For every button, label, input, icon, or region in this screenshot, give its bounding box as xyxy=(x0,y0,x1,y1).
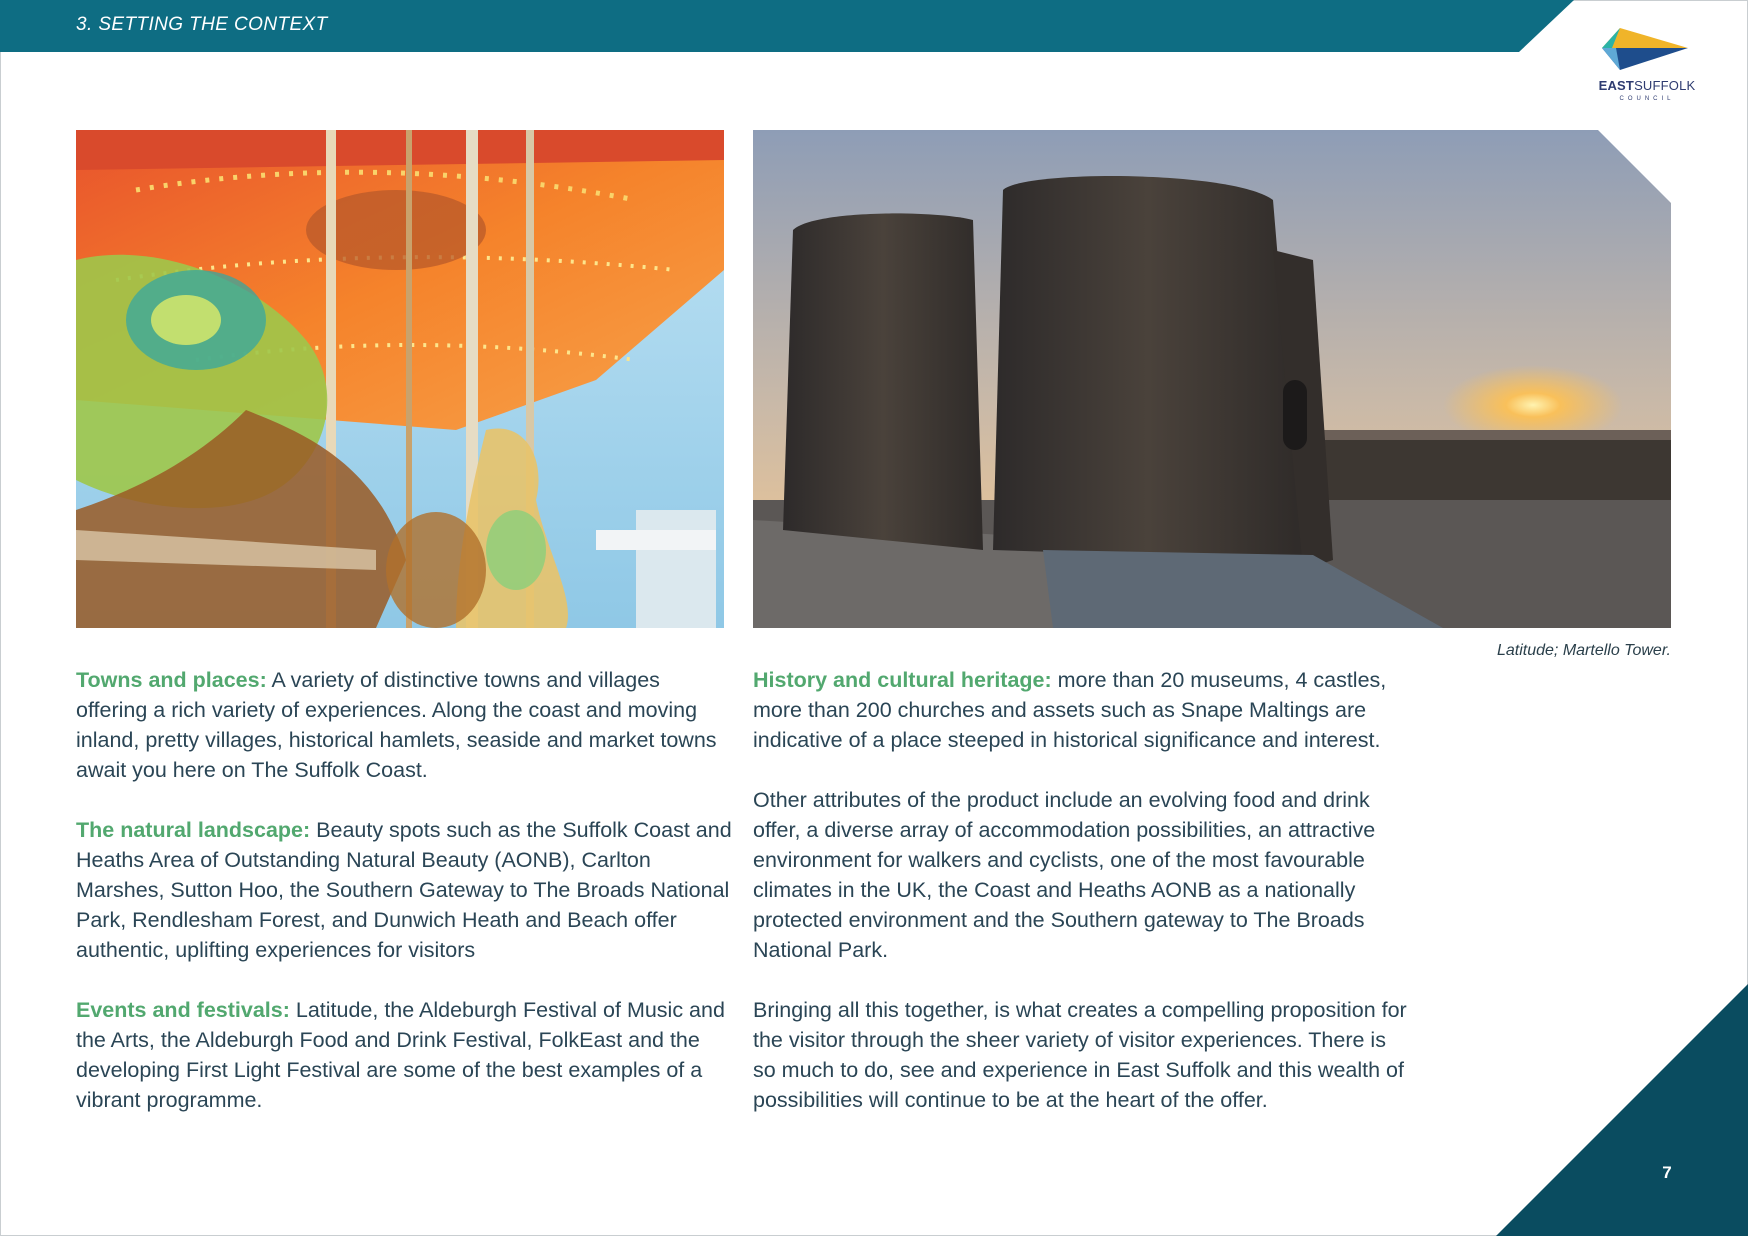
history-heritage-text: more than 20 museums, 4 castles, more than 200 churches and assets such as Snape Maltings are indicative of a place steeped in historical significance and interest. xyxy=(753,668,1387,752)
other-attributes-paragraph: Other attributes of the product include an evolving food and drink offer, a diverse array of accommodation possibilities, an attractive environment for walkers and cyclists, one of the most favourable climates in the UK, the Coast and Heaths AONB as a nationally protected environment and the Southern gateway to The Broads National Park. xyxy=(753,788,1376,962)
logo-word-suffolk: SUFFOLK xyxy=(1634,78,1696,93)
logo-word-east: EAST xyxy=(1598,78,1635,93)
section-title: 3. SETTING THE CONTEXT xyxy=(76,14,328,35)
left-text-column xyxy=(76,665,736,1145)
events-festivals-paragraph xyxy=(76,995,736,1115)
history-heritage-paragraph xyxy=(753,665,1413,755)
towns-and-places-heading: Towns and places: xyxy=(76,668,267,692)
events-festivals-heading: Events and festivals: xyxy=(76,998,290,1022)
photo-caption: Latitude; Martello Tower. xyxy=(1496,642,1671,659)
logo-wordmark xyxy=(1592,78,1702,93)
east-suffolk-logo xyxy=(1592,26,1702,106)
martello-tower-photo xyxy=(753,130,1671,628)
events-festivals-text: Latitude, the Aldeburgh Festival of Music and the Arts, the Aldeburgh Food and Drink Festival, FolkEast and the developing First Light Festival are some of the best examples of a vibrant programme. xyxy=(76,998,725,1112)
carousel-photo xyxy=(76,130,724,628)
history-heritage-heading: History and cultural heritage: xyxy=(753,668,1052,692)
corner-decoration xyxy=(1496,984,1748,1236)
logo-subtitle: COUNCIL xyxy=(1619,96,1675,102)
martello-illustration xyxy=(753,130,1671,628)
conclusion-paragraph: Bringing all this together, is what creates a compelling proposition for the visitor through the sheer variety of visitor experiences. There is so much to do, see and experience in East Suffolk and this wealth of possibilities will continue to be at the heart of the offer. xyxy=(753,998,1407,1112)
natural-landscape-text: Beauty spots such as the Suffolk Coast and Heaths Area of Outstanding Natural Beauty (AONB), Carlton Marshes, Sutton Hoo, the Southern Gateway to The Broads National Park, Rendlesham Forest, and Dunwich Heath and Beach offer authentic, uplifting experiences for visitors xyxy=(76,818,732,962)
towns-and-places-text: A variety of distinctive towns and villages offering a rich variety of experiences. Along the coast and moving inland, pretty villages, historical hamlets, seaside and market towns await you here on The Suffolk Coast. xyxy=(76,668,717,782)
page-number: 7 xyxy=(1662,1163,1672,1182)
towns-and-places-paragraph xyxy=(76,665,736,785)
carousel-illustration xyxy=(76,130,724,628)
natural-landscape-paragraph xyxy=(76,815,736,965)
right-text-column xyxy=(753,665,1413,1145)
natural-landscape-heading: The natural landscape: xyxy=(76,818,311,842)
